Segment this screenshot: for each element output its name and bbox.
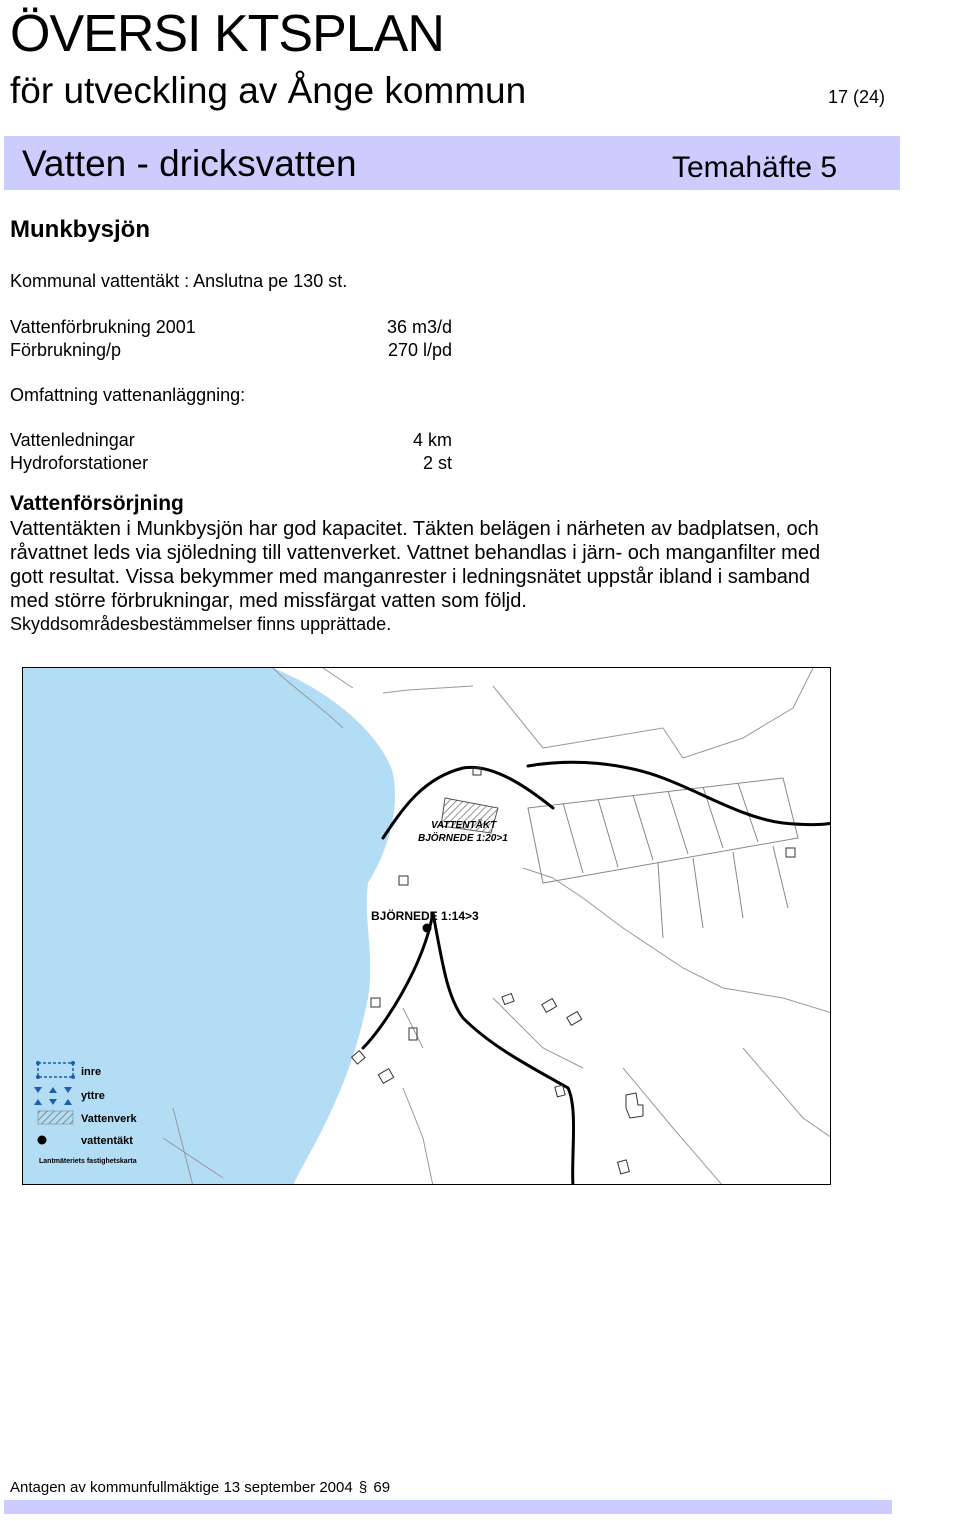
usage-label: Förbrukning/p	[10, 340, 122, 360]
legend-credit: Lantmäteriets fastighetskarta	[39, 1158, 137, 1165]
map-figure	[22, 667, 831, 1185]
scope-label: Hydroforstationer	[10, 453, 149, 473]
usage-value: 36 m3/d	[386, 317, 452, 337]
paragraph-line: Vattentäkten i Munkbysjön har god kapacitet. Täkten belägen i närheten av badplatsen, och	[10, 518, 819, 540]
banner-theme: Temahäfte 5	[672, 151, 838, 184]
paragraph-line: råvattnet leds via sjöledning till vattenverket. Vattnet behandlas i järn- och manganfilter med	[10, 542, 821, 564]
lake-water	[23, 668, 395, 1185]
map-label-plant: VATTENTÄKT	[431, 820, 497, 831]
legend-outer: yttre	[81, 1090, 105, 1102]
legend-works: Vattenverk	[81, 1113, 137, 1125]
scope-label: Vattenledningar	[10, 430, 135, 450]
supply-paragraph	[10, 517, 960, 613]
road	[528, 762, 831, 824]
road	[363, 913, 433, 1048]
well-marker	[423, 924, 432, 933]
footer	[10, 1479, 390, 1496]
road	[433, 913, 574, 1185]
page-number: 17 (24)	[828, 87, 886, 107]
paragraph-line: med större förbrukningar, med missfärgat vatten som följd.	[10, 590, 527, 612]
paragraph-line: gott resultat. Vissa bekymmer med manganrester i ledningsnätet uppstår ibland i samband	[10, 566, 811, 588]
footer-text: Antagen av kommunfullmäktige 13 september 2004	[10, 1479, 353, 1496]
section-sign-icon: §	[358, 1479, 368, 1496]
banner-title: Vatten - dricksvatten	[22, 143, 357, 184]
legend-inner: inre	[81, 1066, 102, 1078]
map-canvas	[23, 668, 831, 1185]
intro-text: Kommunal vattentäkt : Anslutna pe 130 st.	[10, 271, 348, 291]
document-title: ÖVERSI KTSPLAN	[10, 5, 444, 63]
section-heading: Munkbysjön	[10, 216, 151, 243]
document-subtitle: för utveckling av Ånge kommun	[10, 70, 527, 111]
supply-heading: Vattenförsörjning	[10, 492, 184, 515]
protection-note: Skyddsområdesbestämmelser finns upprättade.	[10, 614, 392, 634]
legend-source: vattentäkt	[81, 1135, 133, 1147]
usage-label: Vattenförbrukning 2001	[10, 317, 196, 337]
map-label-well: BJÖRNEDE 1:14>3	[371, 909, 479, 923]
usage-value: 270 l/pd	[387, 340, 452, 360]
scope-value: 2 st	[422, 453, 452, 473]
scope-heading: Omfattning vattenanläggning:	[10, 385, 246, 405]
scope-value: 4 km	[412, 430, 452, 450]
map-label-plant-id: BJÖRNEDE 1:20>1	[418, 833, 508, 844]
footer-page: 69	[373, 1479, 391, 1496]
footer-bar	[4, 1500, 892, 1514]
